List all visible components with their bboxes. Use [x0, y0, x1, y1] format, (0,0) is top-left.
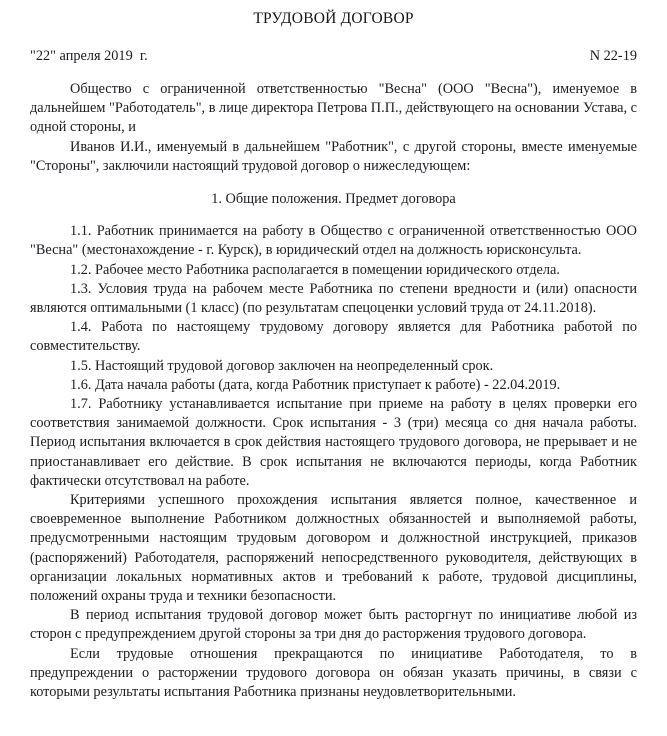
clause-paragraph: 1.2. Рабочее место Работника располагается в помещении юридического отдела. — [70, 261, 560, 278]
clause-paragraph: 1.5. Настоящий трудовой договор заключен на неопределенный срок. — [70, 357, 494, 374]
clause-paragraph: Критериями успешного прохождения испытания является полное, качественное и своевременное выполнение Работником должностных обязанностей и выполняемой работы, предусмотренными настоящим трудовым договором и должностной инструкцией, приказов (распоряжений) Работодателя, распоряжений непосредственного руководителя, действующих в организации локальных нормативных актов и требований к работе, трудовой дисциплины, положений охраны труда и техники безопасности. — [30, 492, 637, 605]
preamble-paragraph: Иванов И.И., именуемый в дальнейшем "Работник", с другой стороны, вместе именуемые "Стороны", заключили настоящий трудовой договор о нижеследующем: — [30, 138, 637, 174]
clause-paragraph: 1.1. Работник принимается на работу в Общество с ограниченной ответственностью ООО "Весна" (местонахождение - г. Курск), в юридический отдел на должность юрисконсульта. — [30, 223, 637, 259]
clause-paragraph: В период испытания трудовой договор может быть расторгнут по инициативе любой из сторон с предупреждением другой стороны за три дня до расторжения трудового договора. — [30, 607, 637, 643]
clause-paragraph: Если трудовые отношения прекращаются по инициативе Работодателя, то в предупреждении о расторжении трудового договора он обязан указать причины, в связи с которыми результаты испытания Работника признаны неудовлетворительными. — [30, 645, 637, 701]
page-title: ТРУДОВОЙ ДОГОВОР — [253, 10, 414, 27]
document-meta-row — [30, 47, 637, 66]
clauses-block — [30, 222, 637, 702]
section-heading: 1. Общие положения. Предмет договора — [211, 191, 456, 208]
document-date: "22" апреля 2019 г. — [30, 48, 148, 64]
preamble-paragraph: Общество с ограниченной ответственностью "Весна" (ООО "Весна"), именуемое в дальнейшем "Работодатель", в лице директора Петрова П.П., действующего на основании Устава, с одной стороны, и — [30, 81, 637, 136]
preamble-block — [30, 80, 637, 176]
clause-paragraph: 1.3. Условия труда на рабочем месте Работника по степени вредности и (или) опасности являются оптимальными (1 класс) (по результатам спецоценки условий труда от 24.11.2018). — [30, 280, 637, 317]
document-number: N 22-19 — [589, 48, 637, 64]
clause-paragraph: 1.6. Дата начала работы (дата, когда Работник приступает к работе) - 22.04.2019. — [70, 376, 561, 393]
clause-paragraph: 1.7. Работнику устанавливается испытание при приеме на работу в целях проверки его соответствия занимаемой должности. Срок испытания - 3 (три) месяца со дня начала работы. Период испытания включается в срок действия настоящего трудового договора, не прерывает и не приостанавливает его действие. В срок испытания не включаются периоды, когда Работник фактически отсутствовал на работе. — [30, 396, 637, 489]
clause-paragraph: 1.4. Работа по настоящему трудовому договору является для Работника работой по совместительству. — [30, 319, 637, 355]
